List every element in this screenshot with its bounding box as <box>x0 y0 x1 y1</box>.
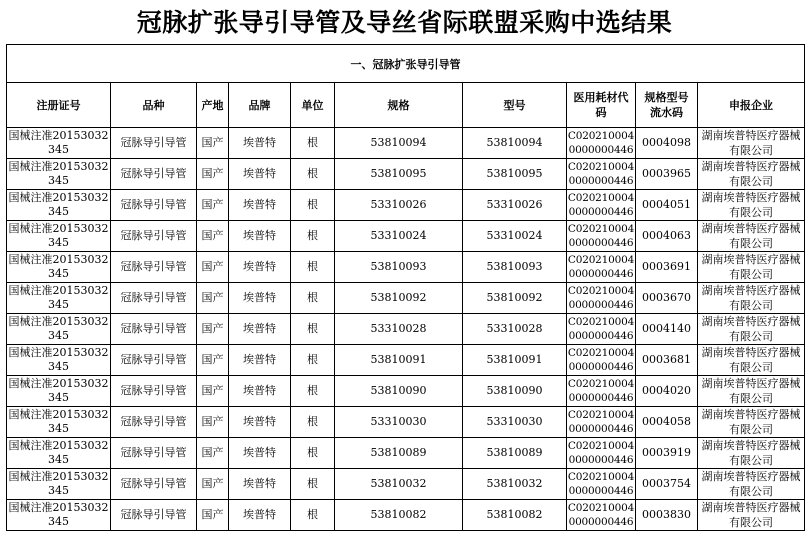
results-table <box>6 44 805 531</box>
cell-spec: 53810032 <box>335 469 463 500</box>
header-company: 申报企业 <box>698 83 805 128</box>
cell-serial: 0003754 <box>636 469 698 500</box>
cell-code: C0202100040000000446 <box>567 128 636 159</box>
cell-company: 湖南埃普特医疗器械有限公司 <box>698 407 805 438</box>
table-row <box>7 469 805 500</box>
cell-origin: 国产 <box>197 159 229 190</box>
cell-unit: 根 <box>291 314 335 345</box>
cell-model: 53310026 <box>463 190 567 221</box>
cell-origin: 国产 <box>197 128 229 159</box>
cell-serial: 0003965 <box>636 159 698 190</box>
table-row <box>7 438 805 469</box>
cell-reg: 国械注准20153032345 <box>7 345 111 376</box>
cell-product: 冠脉导引导管 <box>111 314 197 345</box>
cell-code: C0202100040000000446 <box>567 407 636 438</box>
header-reg: 注册证号 <box>7 83 111 128</box>
cell-serial: 0004051 <box>636 190 698 221</box>
cell-brand: 埃普特 <box>229 407 291 438</box>
cell-unit: 根 <box>291 159 335 190</box>
cell-code: C0202100040000000446 <box>567 500 636 531</box>
header-spec: 规格 <box>335 83 463 128</box>
cell-product: 冠脉导引导管 <box>111 252 197 283</box>
cell-serial: 0003670 <box>636 283 698 314</box>
cell-serial: 0004058 <box>636 407 698 438</box>
cell-reg: 国械注准20153032345 <box>7 128 111 159</box>
section-title: 一、冠脉扩张导引导管 <box>7 45 805 83</box>
cell-code: C0202100040000000446 <box>567 345 636 376</box>
table-row <box>7 407 805 438</box>
cell-product: 冠脉导引导管 <box>111 190 197 221</box>
cell-unit: 根 <box>291 252 335 283</box>
cell-origin: 国产 <box>197 376 229 407</box>
table-row <box>7 128 805 159</box>
cell-origin: 国产 <box>197 252 229 283</box>
cell-origin: 国产 <box>197 190 229 221</box>
cell-unit: 根 <box>291 128 335 159</box>
cell-spec: 53810091 <box>335 345 463 376</box>
cell-reg: 国械注准20153032345 <box>7 407 111 438</box>
cell-unit: 根 <box>291 469 335 500</box>
cell-spec: 53310026 <box>335 190 463 221</box>
table-row <box>7 283 805 314</box>
cell-serial: 0003681 <box>636 345 698 376</box>
cell-code: C0202100040000000446 <box>567 190 636 221</box>
cell-spec: 53810090 <box>335 376 463 407</box>
cell-serial: 0004063 <box>636 221 698 252</box>
table-row <box>7 345 805 376</box>
table-row <box>7 221 805 252</box>
cell-code: C0202100040000000446 <box>567 438 636 469</box>
table-row <box>7 376 805 407</box>
cell-model: 53810089 <box>463 438 567 469</box>
cell-company: 湖南埃普特医疗器械有限公司 <box>698 376 805 407</box>
cell-code: C0202100040000000446 <box>567 283 636 314</box>
cell-reg: 国械注准20153032345 <box>7 500 111 531</box>
cell-code: C0202100040000000446 <box>567 252 636 283</box>
header-unit: 单位 <box>291 83 335 128</box>
page-title: 冠脉扩张导引导管及导丝省际联盟采购中选结果 <box>136 8 673 37</box>
cell-unit: 根 <box>291 500 335 531</box>
cell-unit: 根 <box>291 283 335 314</box>
table-row <box>7 500 805 531</box>
cell-unit: 根 <box>291 438 335 469</box>
cell-reg: 国械注准20153032345 <box>7 159 111 190</box>
cell-serial: 0003691 <box>636 252 698 283</box>
cell-product: 冠脉导引导管 <box>111 128 197 159</box>
cell-code: C0202100040000000446 <box>567 221 636 252</box>
cell-unit: 根 <box>291 221 335 252</box>
cell-unit: 根 <box>291 190 335 221</box>
cell-unit: 根 <box>291 407 335 438</box>
cell-origin: 国产 <box>197 407 229 438</box>
cell-origin: 国产 <box>197 438 229 469</box>
cell-origin: 国产 <box>197 221 229 252</box>
cell-origin: 国产 <box>197 314 229 345</box>
cell-company: 湖南埃普特医疗器械有限公司 <box>698 500 805 531</box>
cell-code: C0202100040000000446 <box>567 469 636 500</box>
cell-company: 湖南埃普特医疗器械有限公司 <box>698 283 805 314</box>
cell-serial: 0003919 <box>636 438 698 469</box>
table-row <box>7 314 805 345</box>
section-row <box>7 45 805 83</box>
header-row <box>7 83 805 128</box>
cell-unit: 根 <box>291 376 335 407</box>
cell-code: C0202100040000000446 <box>567 376 636 407</box>
cell-brand: 埃普特 <box>229 221 291 252</box>
cell-model: 53810032 <box>463 469 567 500</box>
header-product: 品种 <box>111 83 197 128</box>
cell-product: 冠脉导引导管 <box>111 221 197 252</box>
cell-reg: 国械注准20153032345 <box>7 314 111 345</box>
table-row <box>7 159 805 190</box>
header-brand: 品牌 <box>229 83 291 128</box>
cell-reg: 国械注准20153032345 <box>7 376 111 407</box>
cell-brand: 埃普特 <box>229 128 291 159</box>
cell-spec: 53810092 <box>335 283 463 314</box>
cell-brand: 埃普特 <box>229 190 291 221</box>
cell-spec: 53810082 <box>335 500 463 531</box>
cell-model: 53810090 <box>463 376 567 407</box>
header-model: 型号 <box>463 83 567 128</box>
cell-origin: 国产 <box>197 283 229 314</box>
cell-unit: 根 <box>291 345 335 376</box>
cell-model: 53310024 <box>463 221 567 252</box>
cell-spec: 53810093 <box>335 252 463 283</box>
cell-company: 湖南埃普特医疗器械有限公司 <box>698 221 805 252</box>
cell-spec: 53810089 <box>335 438 463 469</box>
cell-model: 53310030 <box>463 407 567 438</box>
cell-product: 冠脉导引导管 <box>111 500 197 531</box>
cell-serial: 0004020 <box>636 376 698 407</box>
table-row <box>7 252 805 283</box>
cell-spec: 53310028 <box>335 314 463 345</box>
cell-serial: 0003830 <box>636 500 698 531</box>
cell-reg: 国械注准20153032345 <box>7 252 111 283</box>
cell-reg: 国械注准20153032345 <box>7 469 111 500</box>
cell-product: 冠脉导引导管 <box>111 376 197 407</box>
cell-reg: 国械注准20153032345 <box>7 190 111 221</box>
cell-model: 53810082 <box>463 500 567 531</box>
cell-brand: 埃普特 <box>229 252 291 283</box>
cell-model: 53810094 <box>463 128 567 159</box>
cell-model: 53310028 <box>463 314 567 345</box>
cell-spec: 53810094 <box>335 128 463 159</box>
cell-brand: 埃普特 <box>229 469 291 500</box>
cell-model: 53810092 <box>463 283 567 314</box>
cell-reg: 国械注准20153032345 <box>7 221 111 252</box>
cell-code: C0202100040000000446 <box>567 314 636 345</box>
cell-product: 冠脉导引导管 <box>111 407 197 438</box>
table-row <box>7 190 805 221</box>
cell-product: 冠脉导引导管 <box>111 345 197 376</box>
cell-company: 湖南埃普特医疗器械有限公司 <box>698 469 805 500</box>
cell-serial: 0004098 <box>636 128 698 159</box>
cell-brand: 埃普特 <box>229 345 291 376</box>
cell-model: 53810095 <box>463 159 567 190</box>
cell-brand: 埃普特 <box>229 376 291 407</box>
cell-company: 湖南埃普特医疗器械有限公司 <box>698 314 805 345</box>
cell-model: 53810091 <box>463 345 567 376</box>
cell-product: 冠脉导引导管 <box>111 469 197 500</box>
cell-product: 冠脉导引导管 <box>111 283 197 314</box>
cell-company: 湖南埃普特医疗器械有限公司 <box>698 159 805 190</box>
cell-brand: 埃普特 <box>229 283 291 314</box>
cell-serial: 0004140 <box>636 314 698 345</box>
cell-origin: 国产 <box>197 345 229 376</box>
cell-code: C0202100040000000446 <box>567 159 636 190</box>
cell-brand: 埃普特 <box>229 314 291 345</box>
cell-company: 湖南埃普特医疗器械有限公司 <box>698 190 805 221</box>
cell-model: 53810093 <box>463 252 567 283</box>
cell-spec: 53810095 <box>335 159 463 190</box>
cell-spec: 53310030 <box>335 407 463 438</box>
header-code: 医用耗材代码 <box>567 83 636 128</box>
cell-company: 湖南埃普特医疗器械有限公司 <box>698 252 805 283</box>
header-origin: 产地 <box>197 83 229 128</box>
cell-product: 冠脉导引导管 <box>111 438 197 469</box>
cell-product: 冠脉导引导管 <box>111 159 197 190</box>
cell-company: 湖南埃普特医疗器械有限公司 <box>698 128 805 159</box>
header-serial: 规格型号流水码 <box>636 83 698 128</box>
cell-brand: 埃普特 <box>229 159 291 190</box>
cell-reg: 国械注准20153032345 <box>7 438 111 469</box>
cell-company: 湖南埃普特医疗器械有限公司 <box>698 438 805 469</box>
cell-reg: 国械注准20153032345 <box>7 283 111 314</box>
cell-brand: 埃普特 <box>229 438 291 469</box>
cell-origin: 国产 <box>197 469 229 500</box>
cell-spec: 53310024 <box>335 221 463 252</box>
cell-company: 湖南埃普特医疗器械有限公司 <box>698 345 805 376</box>
cell-brand: 埃普特 <box>229 500 291 531</box>
cell-origin: 国产 <box>197 500 229 531</box>
